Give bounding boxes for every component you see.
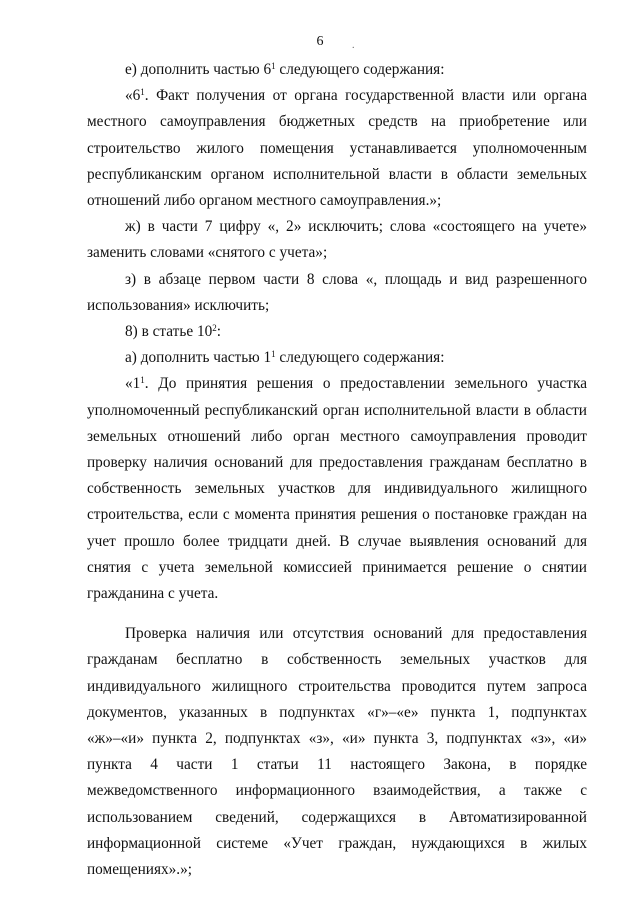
document-body [87, 57, 587, 883]
paragraph-part-6-1-text-b: . Факт получения от органа государственной власти или органа местного самоуправления бюджетных средств на приобретение или строительство жилого помещения устанавливается уполномоченным республиканским органом исполнительной власти в области земельных отношений либо органом местного самоуправления.»; [87, 87, 587, 210]
paragraph-part-1-1-superscript: 1 [140, 375, 145, 386]
paragraph-part-6-1-text-a: «6 [125, 87, 141, 105]
page-mark: . [352, 40, 355, 51]
paragraph-a-text-b: следующего содержания: [275, 349, 445, 367]
paragraph-item-8-text-a: 8) в статье 10 [125, 323, 213, 341]
paragraph-part-6-1-superscript: 1 [140, 87, 145, 98]
paragraph-item-8 [87, 319, 587, 345]
paragraph-a-superscript: 1 [271, 349, 276, 360]
page-number: 6 [316, 34, 324, 49]
paragraph-part-1-1-text-a: «1 [125, 375, 141, 393]
paragraph-part-1-1 [87, 371, 587, 607]
paragraph-zh: ж) в части 7 цифру «, 2» исключить; слова «состоящего на учете» заменить словами «снятого с учета»; [87, 218, 587, 262]
paragraph-part-1-1-text-b: . До принятия решения о предоставлении земельного участка уполномоченный республиканский орган исполнительной власти в области земельных отношений либо орган местного самоуправления проводит проверку наличия оснований для предоставления гражданам бесплатно в собственность земельных участков для индивидуального жилищного строительства, если с момента принятия решения о постановке граждан на учет прошло более тридцати дней. В случае выявления оснований для снятия с учета земельной комиссией принимается решение о снятии гражданина с учета. [87, 375, 587, 603]
paragraph-e-text-a: е) дополнить частью 6 [125, 61, 272, 78]
paragraph-item-8-text-b: : [216, 323, 221, 341]
paragraph-item-8-superscript: 2 [212, 323, 217, 334]
paragraph-e-text-b: следующего содержания: [275, 61, 445, 78]
paragraph-verification: Проверка наличия или отсутствия оснований для предоставления гражданам бесплатно в собственность земельных участков для индивидуального жилищного строительства проводится путем запроса документов, указанных в подпунктах «г»–«е» пункта 1, подпунктах «ж»–«и» пункта 2, подпунктах «з», «и» пункта 3, подпунктах «з», «и» пункта 4 части 1 статьи 11 настоящего Закона, в порядке межведомственного информационного взаимодействия, а также с использованием сведений, содержащихся в Автоматизированной информационной системе «Учет граждан, нуждающихся в жилых помещениях».»; [87, 625, 587, 879]
paragraph-e [87, 57, 587, 83]
paragraph-e-superscript: 1 [271, 61, 276, 72]
paragraph-a [87, 345, 587, 371]
paragraph-z: з) в абзаце первом части 8 слова «, площадь и вид разрешенного использования» исключить; [87, 270, 587, 314]
paragraph-a-text-a: а) дополнить частью 1 [125, 349, 272, 367]
paragraph-part-6-1 [87, 83, 587, 214]
